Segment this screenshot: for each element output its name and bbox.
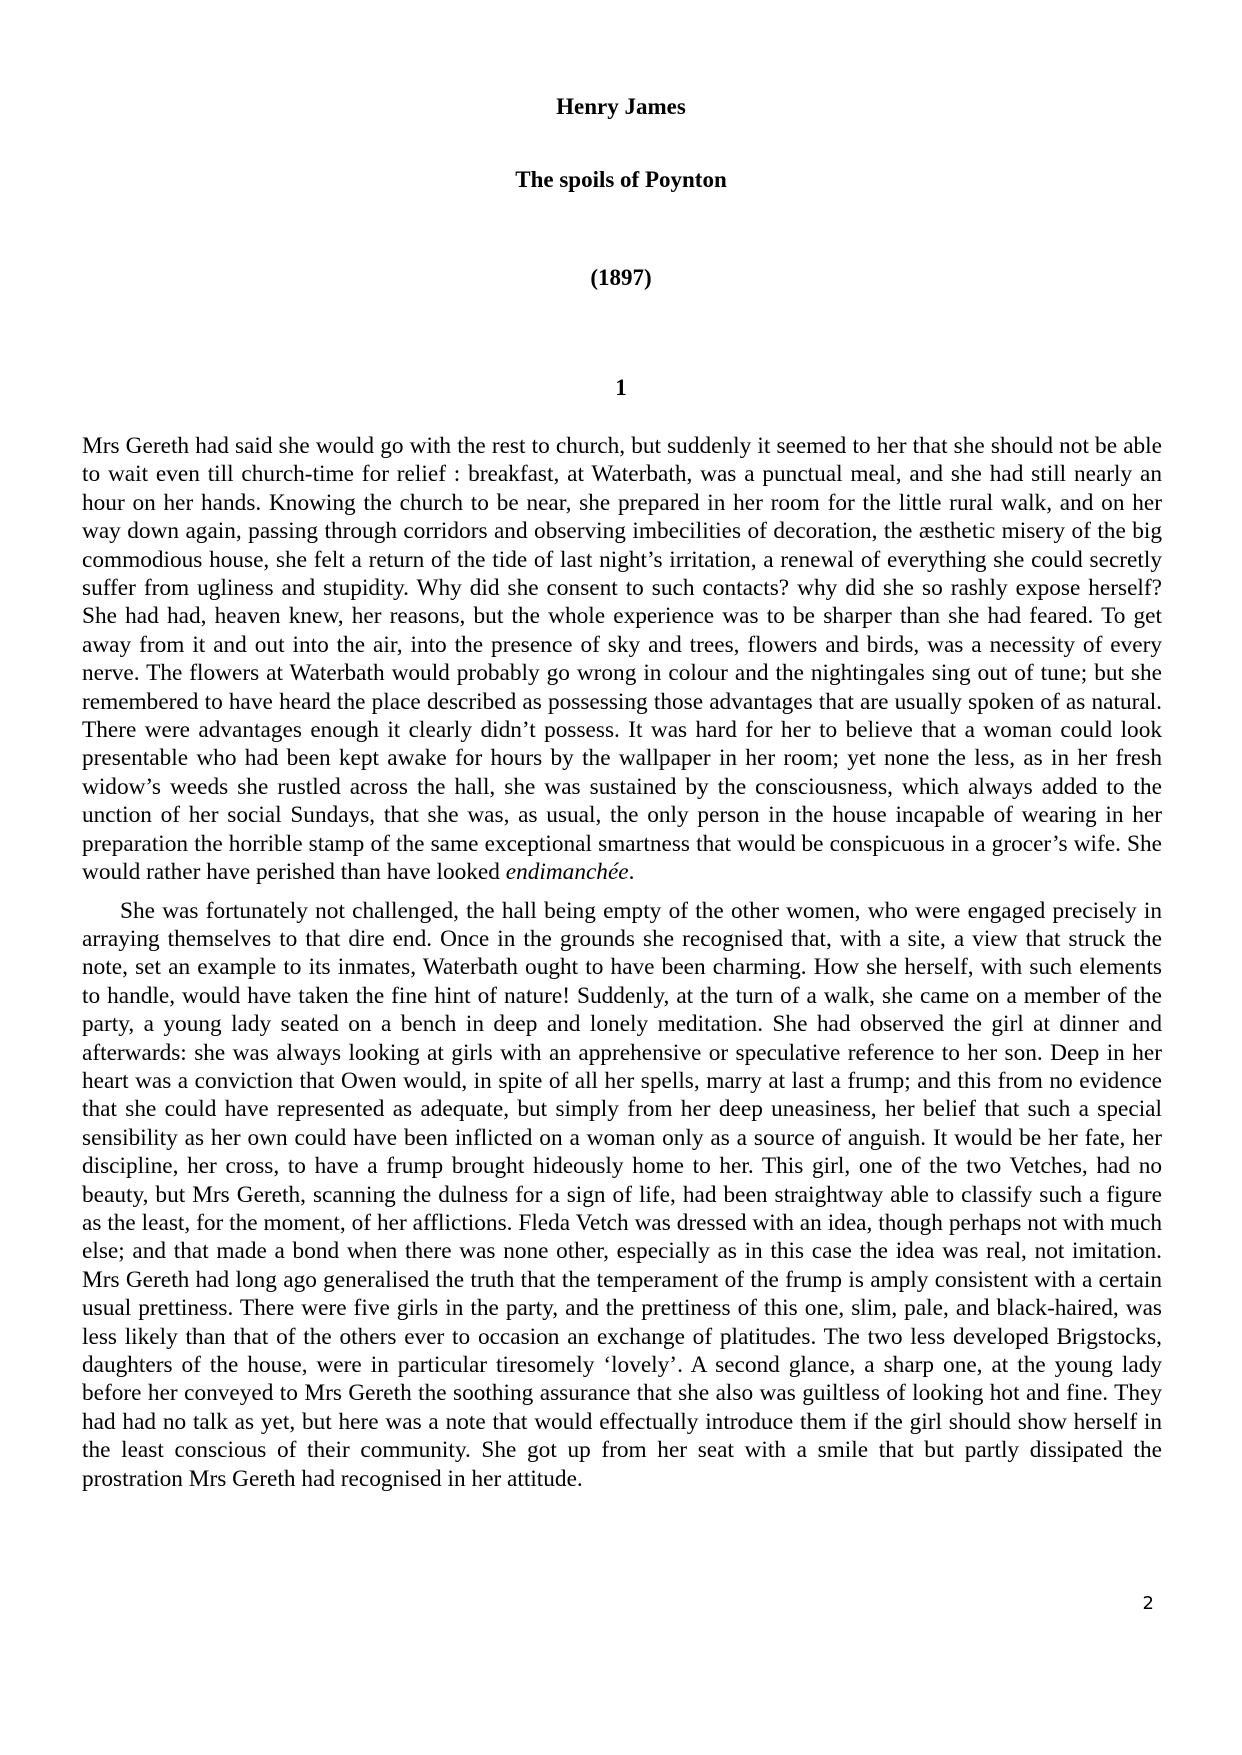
paragraph-2: She was fortunately not challenged, the hall being empty of the other women, who were engaged precisely in arraying themselves to that dire end. Once in the grounds she recognised that, with a site, a view that struck the note, set an example to its inmates, Waterbath ought to have been charming. How she herself, with such elements to handle, would have taken the fine hint of nature! Suddenly, at the turn of a walk, she came on a member of the party, a young lady seated on a bench in deep and lonely meditation. She had observed the girl at dinner and afterwards: she was always looking at girls with an apprehensive or speculative reference to her son. Deep in her heart was a conviction that Owen would, in spite of all her spells, marry at last a frump; and this from no evidence that she could have represented as adequate, but simply from her deep uneasiness, her belief that such a special sensibility as her own could have been inflicted on a woman only as a source of anguish. It would be her fate, her discipline, her cross, to have a frump brought hideously home to her. This girl, one of the two Vetches, had no beauty, but Mrs Gereth, scanning the dulness for a sign of life, had been straightway able to classify such a figure as the least, for the moment, of her afflictions. Fleda Vetch was dressed with an idea, though perhaps not with much else; and that made a bond when there was none other, especially as in this case the idea was real, not imitation. Mrs Gereth had long ago generalised the truth that the temperament of the frump is amply consistent with a certain usual prettiness. There were five girls in the party, and the prettiness of this one, slim, pale, and black-haired, was less likely than that of the others ever to occasion an exchange of platitudes. The two less developed Brigstocks, daughters of the house, were in particular tiresomely ‘lovely’. A second glance, a sharp one, at the young lady before her conveyed to Mrs Gereth the soothing assurance that she also was guiltless of looking hot and fine. They had had no talk as yet, but here was a note that would effectually introduce them if the girl should show herself in the least conscious of their community. She got up from her seat with a smile that but partly dissipated the prostration Mrs Gereth had recognised in her attitude. [82,897,1162,1492]
body-text [82,432,1162,1493]
paragraph-1 [82,432,1162,887]
chapter-number: 1 [615,375,627,400]
page-number: 2 [1142,1593,1154,1614]
author-heading: Henry James [556,94,686,119]
paragraph-1-italic-word: endimanchée [505,859,629,886]
book-title: The spoils of Poynton [515,167,727,192]
paragraph-1-text: Mrs Gereth had said she would go with the rest to church, but suddenly it seemed to her that she should not be able to wait even till church-time for relief : breakfast, at Waterbath, was a punctual meal, and she had still nearly an hour on her hands. Knowing the church to be near, she prepared in her room for the little rural walk, and on her way down again, passing through corridors and observing imbecilities of decoration, the æsthetic misery of the big commodious house, she felt a return of the tide of last night’s irritation, a renewal of everything she could secretly suffer from ugliness and stupidity. Why did she consent to such contacts? why did she so rashly expose herself? She had had, heaven knew, her reasons, but the whole experience was to be sharper than she had feared. To get away from it and out into the air, into the presence of sky and trees, flowers and birds, was a necessity of every nerve. The flowers at Waterbath would probably go wrong in colour and the nightingales sing out of tune; but she remembered to have heard the place described as possessing those advantages that are usually spoken of as natural. There were advantages enough it clearly didn’t possess. It was hard for her to believe that a woman could look presentable who had been kept awake for hours by the wallpaper in her room; yet none the less, as in her fresh widow’s weeds she rustled across the hall, she was sustained by the consciousness, which always added to the unction of her social Sundays, that she was, as usual, the only person in the house incapable of wearing in her preparation the horrible stamp of the same exceptional smartness that would be conspicuous in a grocer’s wife. She would rather have perished than have looked [82,433,1162,886]
paragraph-1-end: . [628,859,635,886]
publication-year: (1897) [590,265,652,290]
